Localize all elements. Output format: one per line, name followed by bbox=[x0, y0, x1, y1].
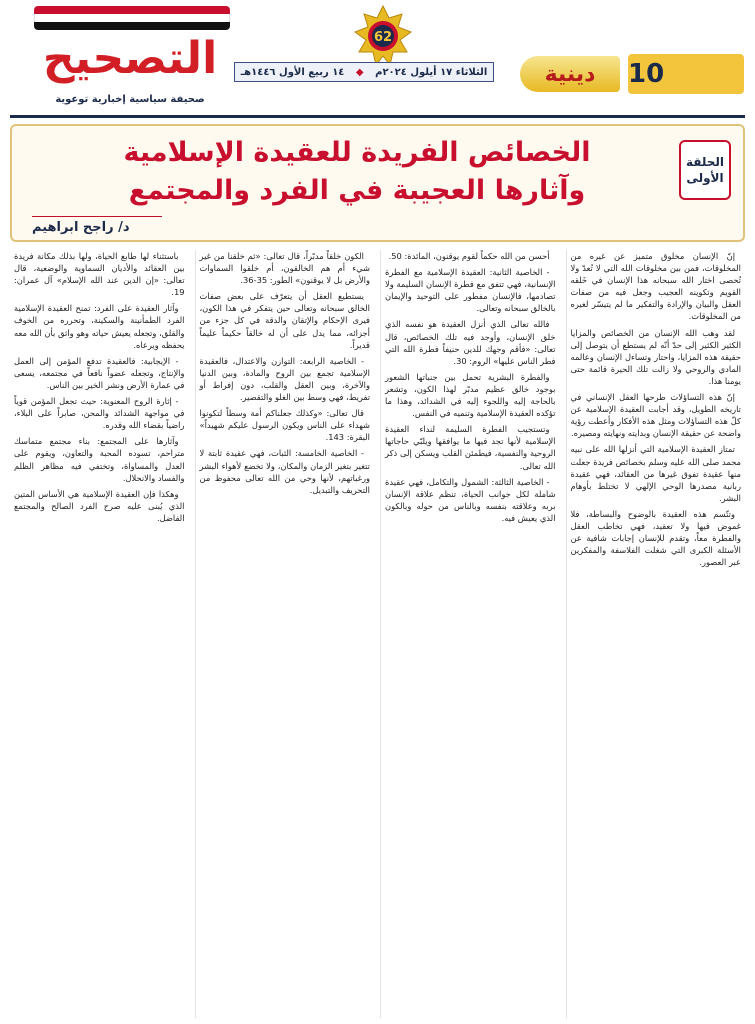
article-paragraph: - الخاصية الثانية: العقيدة الإسلامية مع الفطرة الإنسانية، فهي تتفق مع فطرة الإنسان السليمة ولا تصادمها، فالإنسان مفطور على التوحيد والإيمان بالخالق سبحانه وتعالى. bbox=[385, 267, 556, 314]
article-column-2 bbox=[380, 250, 560, 1018]
yemen-flag-icon bbox=[34, 6, 230, 32]
article-paragraph: - الإيجابية: فالعقيدة تدفع المؤمن إلى العمل والإنتاج، وتجعله عضواً نافعاً في مجتمعه، يسعى في عمارة الأرض ونشر الخير بين الناس. bbox=[14, 355, 185, 390]
article-headline[interactable] bbox=[72, 134, 642, 210]
article-paragraph: والفطرة البشرية تحمل بين جنباتها الشعور بوجود خالق عظيم مدبّر لهذا الكون، وتشعر بالحاجة إليه واللجوء إليه في الشدائد، وهذا ما تؤكده العقيدة الإسلامية وتنميه في النفس. bbox=[385, 371, 556, 419]
article-paragraph: وآثارها على المجتمع: بناء مجتمع متماسك متراحم، تسوده المحبة والتعاون، ويقوم على العدل والمساواة، وتختفي فيه مظاهر الظلم والفساد والانحلال. bbox=[14, 436, 185, 483]
article-column-1 bbox=[566, 250, 746, 1018]
article-paragraph: - الخاصية الثالثة: الشمول والتكامل، فهي عقيدة شاملة لكل جوانب الحياة، تنظم علاقة الإنسان بربه وعلاقته بنفسه وبالناس من حوله وبالكون الذي يعيش فيه. bbox=[385, 476, 556, 523]
header-divider bbox=[10, 115, 745, 118]
newspaper-name: التصحيح bbox=[42, 33, 218, 84]
article-paragraph: يستطيع العقل أن يتعرّف على بعض صفات الخالق سبحانه وتعالى حين يتفكر في هذا الكون، فيرى الإحكام والإتقان والدقة في كل جزء من أجزائه، مما يدل على أن له خالقاً حكيماً عليماً قديراً. bbox=[199, 291, 370, 350]
gregorian-date: الثلاثاء ١٧ أيلول ٢٠٢٤م bbox=[375, 66, 488, 78]
date-separator-icon: ◆ bbox=[355, 66, 364, 78]
byline-divider bbox=[32, 216, 162, 217]
anniversary-emblem-icon bbox=[352, 4, 414, 70]
article-paragraph: إنّ الإنسان مخلوق متميز عن غيره من المخلوقات، فمن بين مخلوقات الله التي لا تُعدّ ولا تُحصى اختار الله سبحانه هذا الإنسان في خَلقه القويم وتكوينه العجيب وجعل فيه من صفات العقل والبيان والإرادة والتفكير ما لم يتيسّر لغيره من المخلوقات. bbox=[570, 251, 741, 322]
article-column-3 bbox=[195, 250, 375, 1018]
article-body bbox=[10, 250, 745, 1018]
article-paragraph: وآثار العقيدة على الفرد: تمنح العقيدة الإسلامية الفرد الطمأنينة والسكينة، وتحرره من الخوف والقلق، وتجعله يعيش حياته وهو واثق بأن الله معه يحفظه ويرعاه. bbox=[14, 303, 185, 350]
article-paragraph: أحسن من الله حكماً لقوم يوقنون، المائدة: 50. bbox=[388, 251, 550, 261]
newspaper-brand[interactable] bbox=[10, 6, 230, 114]
article-paragraph: - إثارة الروح المعنوية: حيث تجعل المؤمن قوياً في مواجهة الشدائد والمحن، صابراً على البلاء، راضياً بقضاء الله وقدره. bbox=[14, 396, 185, 431]
issue-date-bar bbox=[234, 62, 494, 82]
article-paragraph: فالله تعالى الذي أنزل العقيدة هو نفسه الذي خلق الإنسان، وأوجد فيه تلك الخصائص، قال تعالى: «فأقم وجهك للدين حنيفاً فطرة الله التي فطر الناس عليها» الروم: 30. bbox=[385, 319, 556, 366]
article-column-4 bbox=[10, 250, 189, 1018]
page-number: 10 bbox=[628, 54, 744, 94]
article-paragraph: باستثناء لها طابع الحياة، ولها بذلك مكانة فريدة بين العقائد والأديان السماوية والوضعية، قال تعالى: «إن الدين عند الله الإسلام» آل عمران: 19. bbox=[14, 251, 185, 298]
article-paragraph: وتتّسم هذه العقيدة بالوضوح والبساطة، فلا غموض فيها ولا تعقيد، فهي تخاطب العقل والفطرة معاً، وتقدم للإنسان إجابات شافية عن الأسئلة الكبرى التي شغلت الفلاسفة والمفكرين عبر العصور. bbox=[570, 508, 741, 568]
headline-line-1: الخصائص الفريدة للعقيدة الإسلامية bbox=[123, 137, 591, 168]
headline-line-2: وآثارها العجيبة في الفرد والمجتمع bbox=[128, 175, 586, 206]
article-paragraph: إنّ هذه التساؤلات طرحها العقل الإنساني في تاريخه الطويل، وقد أجابت العقيدة الإسلامية عن كلّ هذه التساؤلات ومثل هذه الأفكار وأعطت رؤية واضحة عن حقيقة الإنسان وبدايته ونهايته ومصيره. bbox=[570, 392, 741, 439]
newspaper-tagline: صحيفة سياسية إخبارية توعوية bbox=[55, 94, 205, 105]
article-paragraph: وتستجيب الفطرة السليمة لنداء العقيدة الإسلامية لأنها تجد فيها ما يوافقها ويلبّي حاجاتها الروحية والنفسية، فيطمئن القلب ويسكن إلى ذكر الله تعالى. bbox=[385, 424, 556, 471]
article-paragraph: تمتاز العقيدة الإسلامية التي أنزلها الله على نبيه محمد صلى الله عليه وسلم بخصائص فريدة جعلت منها عقيدة تفوق غيرها من العقائد، فهي عقيدة ربانية مصدرها الوحي الإلهي لا تختلط بأوهام البشر. bbox=[570, 444, 741, 503]
masthead bbox=[0, 0, 755, 118]
article-byline: د/ راجح ابراهيم bbox=[32, 220, 130, 235]
article-paragraph: لقد وهب الله الإنسان من الخصائص والمزايا الكثير الكثير إلى حدّ أنّه لم يستطع أن يتوصل إلى حقيقة هذه المزايا، واحتار وتساءل الإنسان وعالمه المادي والروحي ولا زالت تلك الحيرة قائمة حتى يومنا هذا. bbox=[570, 327, 741, 386]
section-label[interactable]: دينية bbox=[520, 56, 620, 92]
article-paragraph: وهكذا فإن العقيدة الإسلامية هي الأساس المتين الذي يُبنى عليه صرح الفرد الصالح والمجتمع الفاضل. bbox=[14, 488, 185, 523]
article-title-block bbox=[10, 124, 745, 242]
article-paragraph: الكون خلقاً مدبّراً، قال تعالى: «ثم خلقنا من غير شيء أم هم الخالقون، أم خلقوا السماوات والأرض بل لا يوقنون» الطور: 35-36. bbox=[199, 251, 370, 286]
article-paragraph: قال تعالى: «وكذلك جعلناكم أمة وسطاً لتكونوا شهداء على الناس ويكون الرسول عليكم شهيداً» البقرة: 143. bbox=[199, 408, 370, 443]
article-paragraph: - الخاصية الرابعة: التوازن والاعتدال، فالعقيدة الإسلامية تجمع بين الروح والمادة، وبين الدنيا والآخرة، وبين العقل والقلب، دون إفراط أو تفريط، فهي وسط بين الغلو والتقصير. bbox=[199, 355, 370, 403]
emblem-number: 62 bbox=[373, 30, 393, 45]
episode-badge: الحلقة الأولى bbox=[679, 140, 731, 200]
hijri-date: ١٤ ربيع الأول ١٤٤٦هـ bbox=[240, 66, 345, 78]
article-paragraph: - الخاصية الخامسة: الثبات، فهي عقيدة ثابتة لا تتغير بتغير الزمان والمكان، ولا تخضع لأهواء البشر ورغباتهم، لأنها وحي من الله تعالى محفوظ من التحريف والتبديل. bbox=[199, 448, 370, 495]
